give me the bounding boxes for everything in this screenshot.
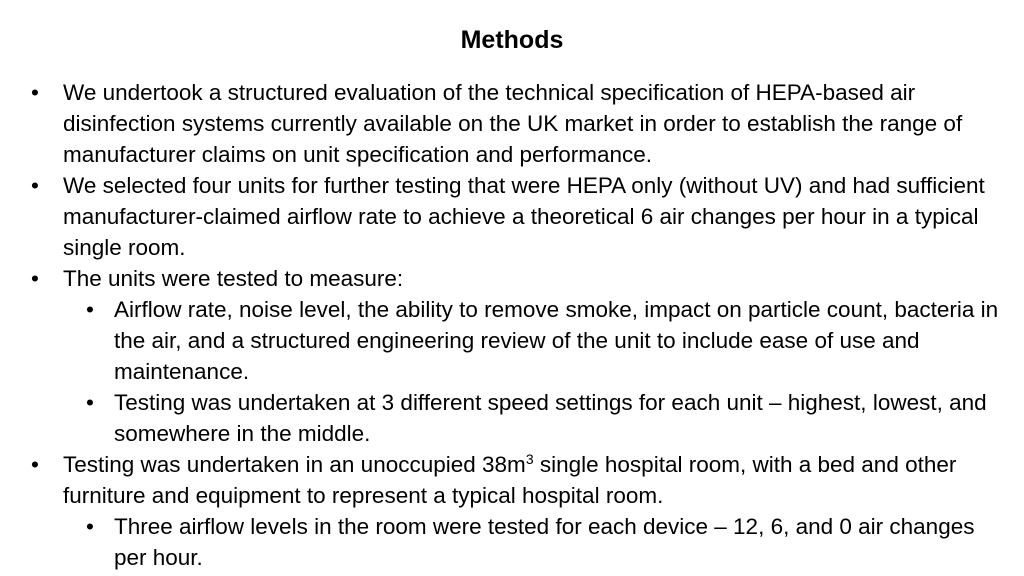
bullet-dot-icon: •	[31, 266, 39, 291]
sub-bullet-text: Testing was undertaken at 3 different speed settings for each unit – highest, lowest, and somewhere in the middle.	[114, 390, 987, 446]
bullet-text-before: Testing was undertaken in an unoccupied 38m	[63, 452, 526, 477]
bullet-list	[0, 77, 1024, 573]
bullet-dot-icon: •	[31, 80, 39, 105]
sub-bullet-text: Three airflow levels in the room were tested for each device – 12, 6, and 0 air changes per hour.	[114, 514, 975, 570]
bullet-text: We selected four units for further testing that were HEPA only (without UV) and had sufficient manufacturer-claimed airflow rate to achieve a theoretical 6 air changes per hour in a typical single room.	[63, 173, 985, 260]
bullet-item	[0, 77, 1024, 170]
bullet-dot-icon: •	[86, 514, 94, 539]
sub-bullet-text: Airflow rate, noise level, the ability to remove smoke, impact on particle count, bacteria in the air, and a structured engineering review of the unit to include ease of use and maintenance.	[114, 297, 999, 384]
bullet-dot-icon: •	[86, 297, 94, 322]
sub-bullet-item	[0, 511, 1024, 573]
bullet-item	[0, 449, 1024, 511]
bullet-text: The units were tested to measure:	[63, 266, 404, 291]
bullet-dot-icon: •	[31, 452, 39, 477]
sub-bullet-item	[0, 294, 1024, 387]
bullet-text	[63, 452, 956, 508]
bullet-item	[0, 263, 1024, 294]
bullet-item	[0, 170, 1024, 263]
superscript-three: 3	[525, 451, 534, 467]
slide-title: Methods	[460, 26, 564, 54]
bullet-text: We undertook a structured evaluation of the technical specification of HEPA-based air disinfection systems currently available on the UK market in order to establish the range of manufacturer claims on unit specification and performance.	[63, 80, 963, 167]
bullet-dot-icon: •	[86, 390, 94, 415]
sub-bullet-item	[0, 387, 1024, 449]
bullet-text-after: single hospital room, with a bed and other furniture and equipment to represent a typical hospital room.	[63, 452, 957, 508]
bullet-dot-icon: •	[31, 173, 39, 198]
